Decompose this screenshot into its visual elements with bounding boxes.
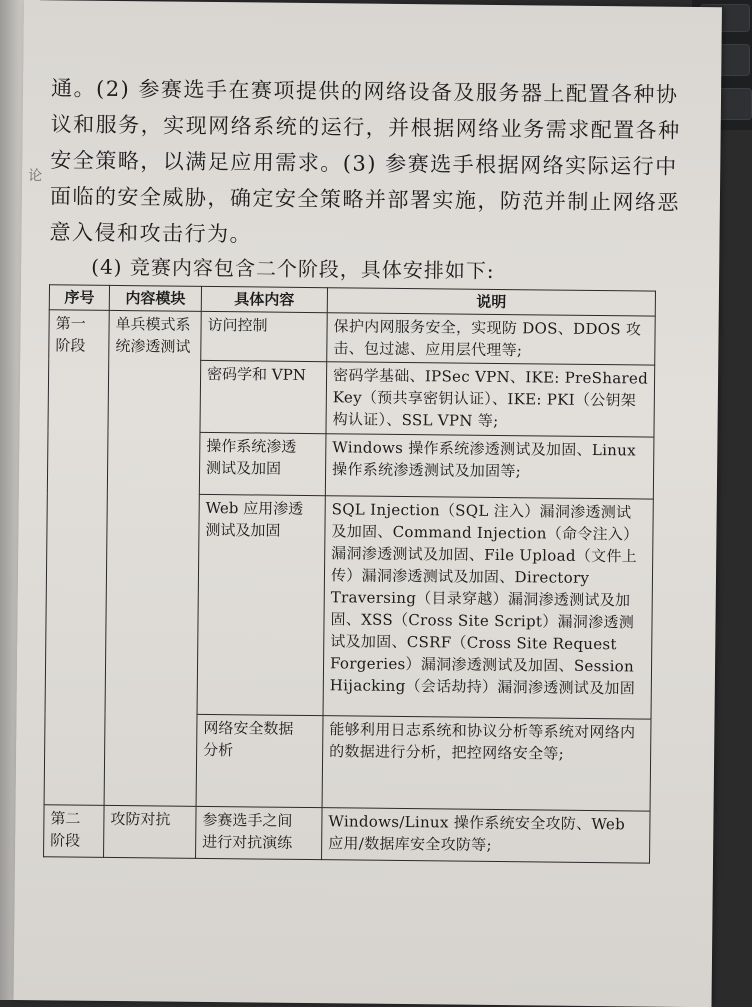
item-line: 访问控制 [207,315,268,335]
stage2-seq-line: 第二 [50,809,81,828]
stage1-seq-line: 阶段 [55,336,86,355]
stage1-seq-cell [44,310,109,806]
item-cell [200,360,327,433]
item-cell [196,714,323,807]
header-desc: 说明 [327,288,655,316]
section-intro: (4) 竞赛内容包含二个阶段，具体安排如下: [91,254,495,283]
stage2-module-cell [104,805,197,858]
header-seq: 序号 [49,285,109,311]
item-line: 操作系统渗透 [206,436,297,456]
desc-cell: 保护内网服务安全，实现防 DOS、DDOS 攻击、包过滤、应用层代理等; [327,313,655,365]
table-row [44,805,651,863]
item-cell [196,806,323,859]
item-line: 分析 [203,740,234,760]
paragraph-line: 议和服务，实现网络系统的运行，并根据网络业务需求配置各种 [50,112,681,143]
item-cell [201,311,328,361]
item-line: 网络安全数据 [203,718,294,738]
margin-mark: 论 [28,168,43,185]
item-line: 测试及加固 [205,520,281,540]
item-cell [199,432,326,495]
schedule-table [43,284,656,863]
item-line: 密码学和 VPN [207,364,307,384]
item-line: 测试及加固 [206,458,282,478]
stage1-seq-line: 第一 [55,314,86,333]
paragraph-line: 意入侵和攻击行为。 [49,220,253,247]
header-item: 具体内容 [201,286,327,312]
paragraph-line: 面临的安全威胁，确定安全策略并部署实施，防范并制止网络恶 [49,184,681,215]
stage1-module-line: 单兵模式系 [115,314,191,334]
item-line: Web 应用渗透 [205,498,304,518]
desc-cell: Windows 操作系统渗透测试及加固、Linux 操作系统渗透测试及加固等; [325,434,654,499]
table-row [49,310,655,365]
desc-cell: SQL Injection（SQL 注入）漏洞渗透测试及加固、Command Injection（命令注入）漏洞渗透测试及加固、File Upload（文件上传）漏洞渗透测试及加固、Directory Traversing（目录穿越）漏洞渗透测试及加固、XSS（Cross Site Script）漏洞渗透测试及加固、CSRF（Cross Site Request Forgeries）漏洞渗透测试及加固、Session Hijacking（会话劫持）漏洞渗透测试及加固 [323,496,653,719]
stage1-module-line: 统渗透测试 [115,336,191,356]
stage1-module-cell [104,310,201,806]
stage2-seq-cell [44,805,105,858]
paragraph-line: 安全策略，以满足应用需求。(3) 参赛选手根据网络实际运行中 [50,148,678,179]
desc-cell: Windows/Linux 操作系统安全攻防、Web 应用/数据库安全攻防等; [322,808,651,863]
body-paragraph [49,70,681,256]
paragraph-line: 通。(2) 参赛选手在赛项提供的网络设备及服务器上配置各种协 [50,76,679,107]
stage2-module-line: 攻防对抗 [110,809,171,829]
item-line: 进行对抗演练 [202,832,293,852]
item-cell [197,494,325,715]
desc-cell: 能够利用日志系统和协议分析等系统对网络内的数据进行分析，把控网络安全等; [322,716,651,811]
stage2-seq-line: 阶段 [50,831,81,850]
header-module: 内容模块 [109,285,201,311]
document-page [14,0,722,1007]
item-line: 参赛选手之间 [202,810,293,830]
desc-cell: 密码学基础、IPSec VPN、IKE: PreShared Key（预共享密钥认证）、IKE: PKI（公钥架构认证）、SSL VPN 等; [326,362,655,437]
